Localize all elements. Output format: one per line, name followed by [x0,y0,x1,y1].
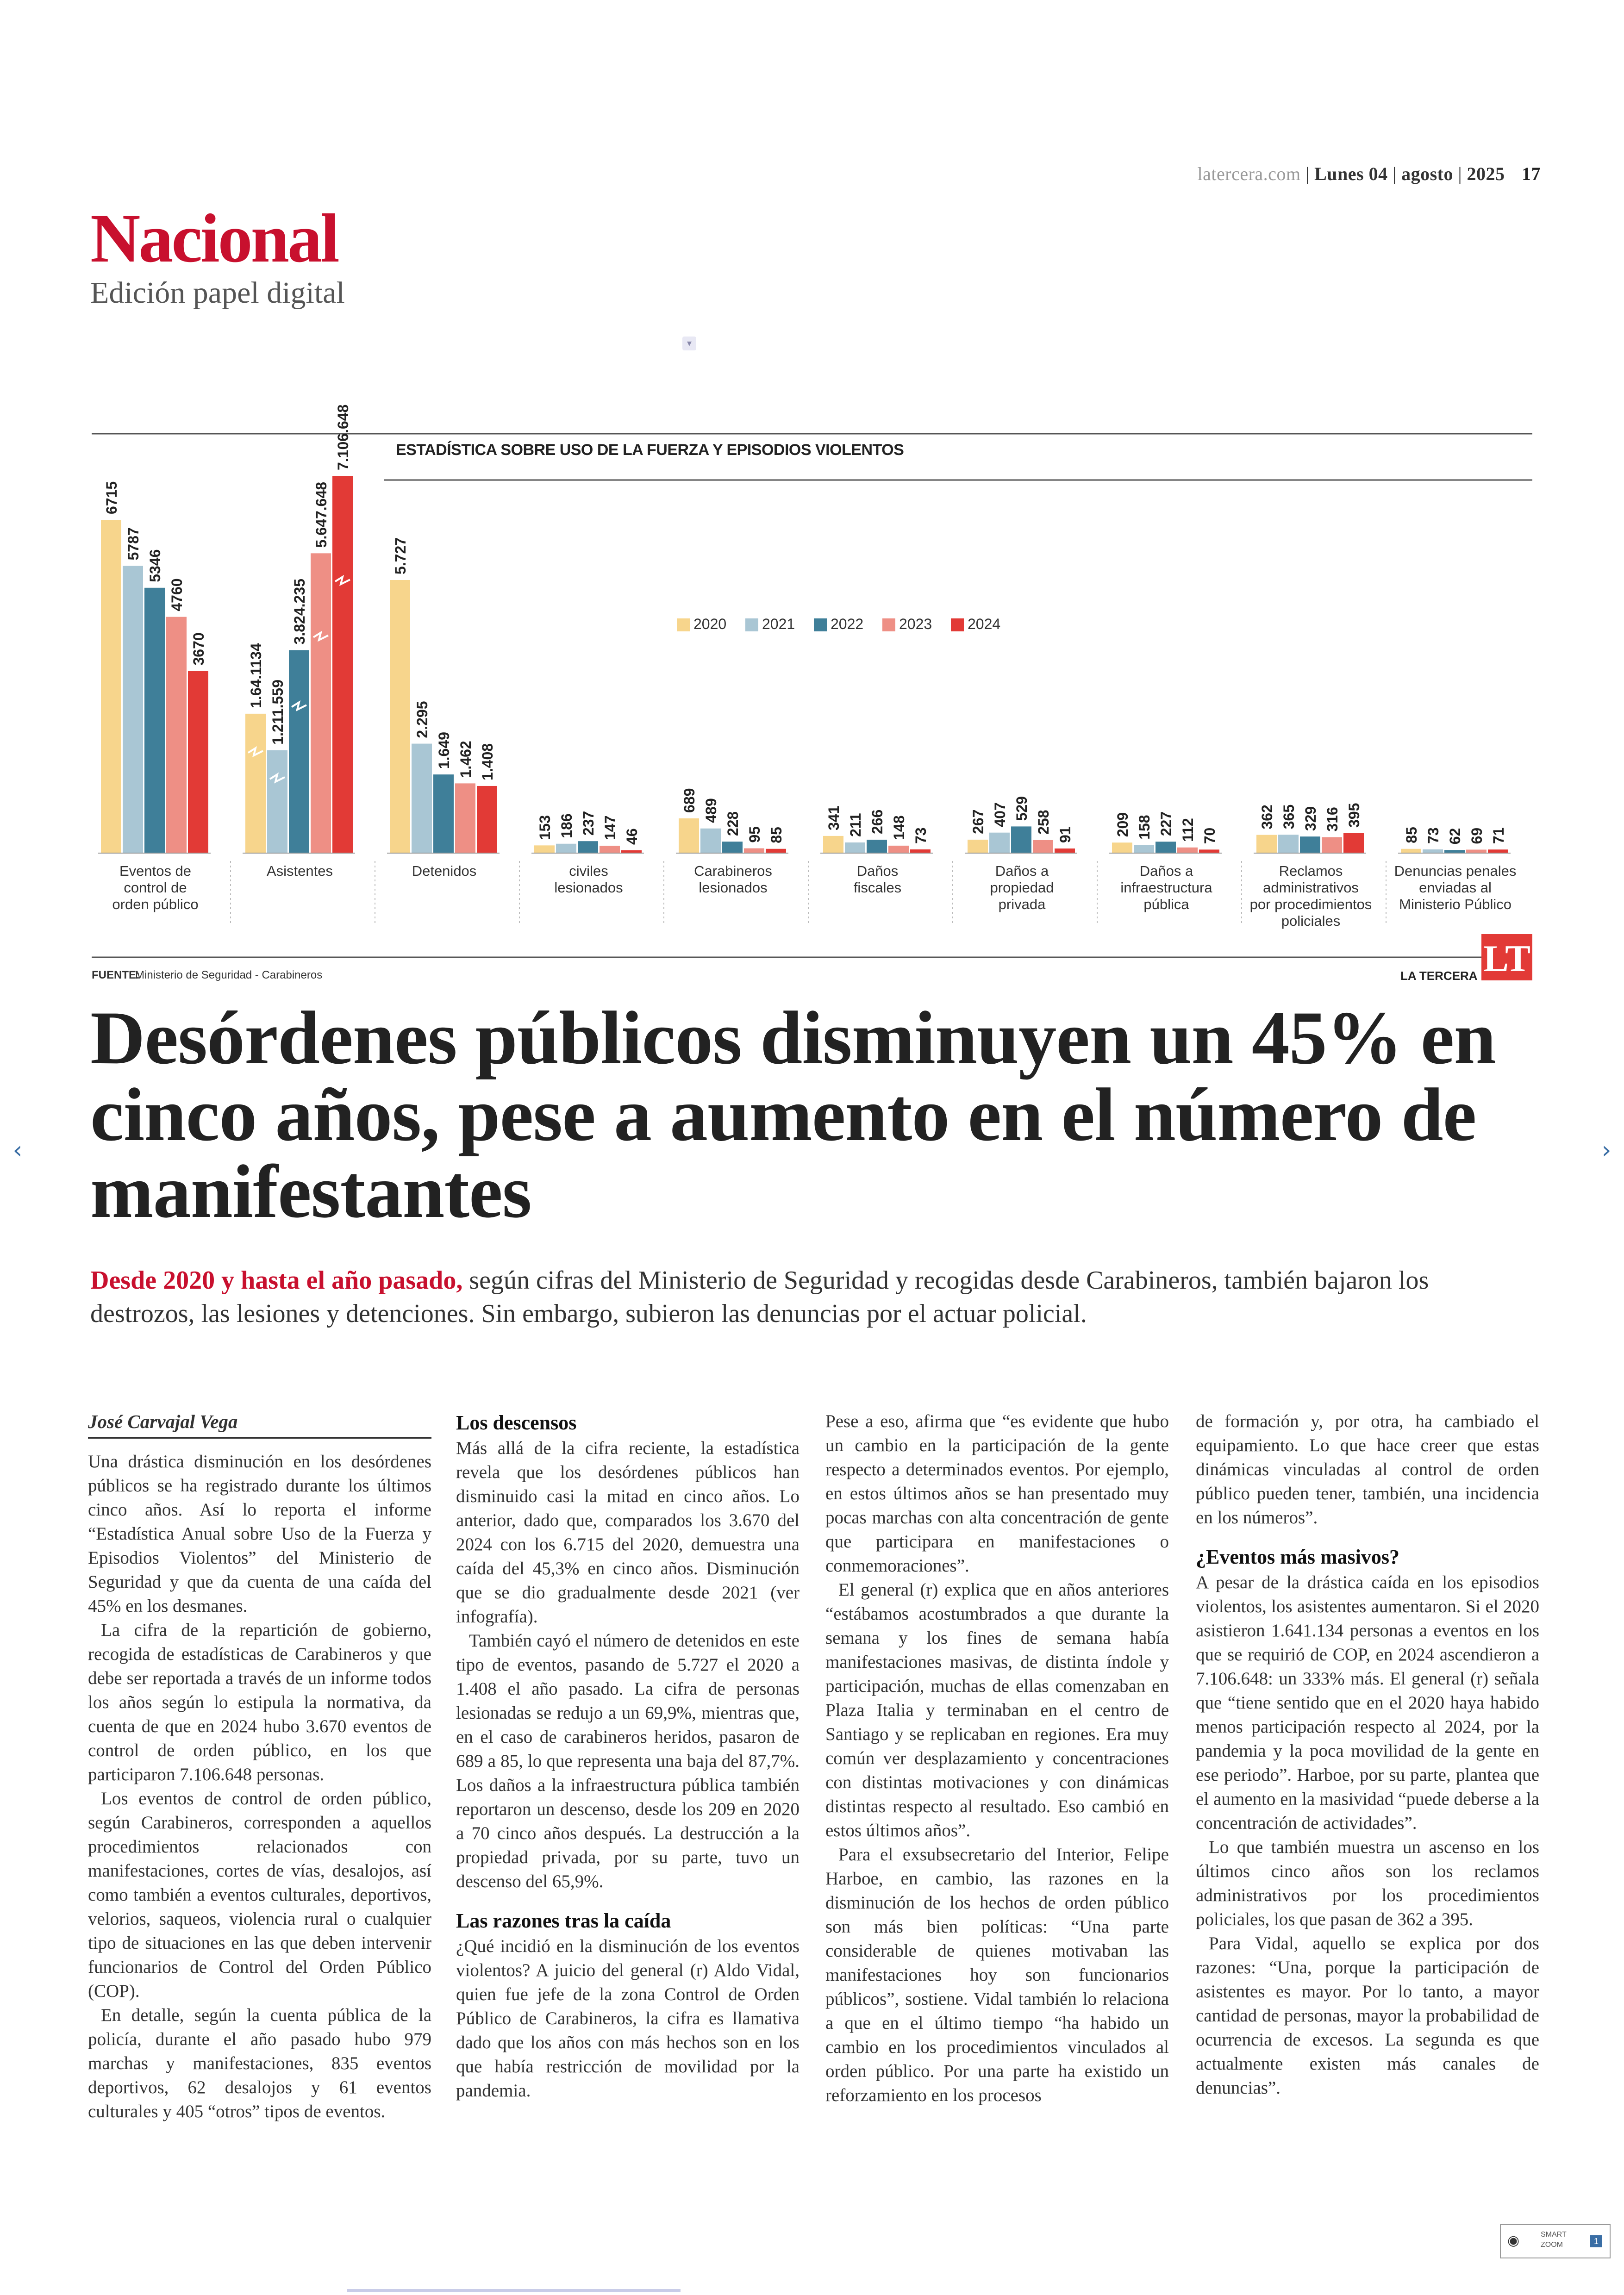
bar [1343,833,1364,853]
bar [910,849,931,853]
article-column-1 [88,1409,431,2124]
smart-zoom-line-1: SMART [1541,2231,1567,2239]
data-label: 227 [1158,811,1174,836]
data-label: 71 [1490,827,1507,844]
data-label: 1.462 [457,741,474,778]
bar [1033,840,1053,853]
chart-title: ESTADÍSTICA SOBRE USO DE LA FUERZA Y EPISODIOS VIOLENTOS [396,441,904,459]
data-label: 365 [1280,804,1297,829]
column-2-body-a [456,1436,800,1894]
bar [700,829,721,853]
data-label: 1.649 [436,732,452,769]
paragraph: Para Vidal, aquello se explica por dos razones: “Una, porque la participación de asistentes es mayor. Por lo tanto, a mayor cantidad de personas, mayor la probabilidad de ocurrencia de excesos. La segunda es que actualmente existen más canales de denuncias”. [1196,1933,1539,2098]
category-label: Detenidos [412,863,477,879]
legend-label: 2024 [968,616,1001,632]
category-label: fiscales [853,879,902,896]
column-3-body [825,1409,1169,2108]
data-label: 689 [681,788,698,813]
data-label: 153 [537,815,553,840]
column-4-body-b [1196,1571,1539,2100]
legend-swatch [677,618,690,631]
paragraph: Lo que también muestra un ascenso en los últimos cinco años son los reclamos administrativos por los procedimientos policiales, los que pasan de 362 a 395. [1196,1837,1539,1929]
bar [1300,836,1320,853]
bar [455,783,475,853]
data-label: 362 [1259,804,1275,829]
legend-swatch [951,618,964,631]
data-label: 3670 [190,632,207,666]
header-month: agosto [1401,163,1453,184]
bar [1011,826,1031,853]
source-text: Ministerio de Seguridad - Carabineros [135,969,323,981]
category-label: Carabineros [694,863,772,879]
subhead-descensos: Los descensos [456,1411,577,1434]
bar [1488,849,1508,853]
bar [1444,850,1465,853]
lede-text: según cifras del Ministerio de Seguridad y recogidas desde Carabineros, también bajaron los destrozos, las lesiones y detenciones. Sin embargo, subieron las denuncias por el actuar policial. [90,1266,1429,1328]
column-2-body-b [456,1934,800,2103]
bar [744,848,764,853]
paragraph: Los eventos de control de orden público, según Carabineros, corresponden a aquellos procedimientos relacionados con manifestaciones, cortes de vías, desalojos, así como también a eventos culturales, deportivos, velorios, saqueos, violencia rural o cualquier tipo de situaciones en las que deben intervenir funcionarios de Control del Orden Público (COP). [88,1789,431,2001]
bar [679,818,699,853]
data-label: 2.295 [414,701,431,738]
data-label: 5346 [147,549,163,582]
data-label: 5787 [125,527,142,561]
category-label: civiles [569,863,608,879]
data-label: 329 [1302,806,1319,831]
data-label: 148 [891,815,907,840]
data-label: 95 [746,826,763,843]
bar [412,744,432,853]
data-label: 5.647.648 [313,481,330,548]
article-column-4 [1196,1409,1539,2100]
category-label: Daños a [995,863,1049,879]
data-label: 341 [825,805,842,830]
bar [1256,835,1277,853]
bar [823,836,843,853]
data-label: 73 [912,827,929,844]
data-label: 6715 [103,481,120,514]
data-label: 266 [869,809,886,835]
data-label: 211 [847,813,864,837]
data-label: 1.408 [479,743,496,780]
category-label: Reclamos [1279,863,1343,879]
paragraph: También cayó el número de detenidos en este tipo de eventos, pasando de 5.727 el 2020 a 1.408 el año pasado. La cifra de personas lesionadas se redujo a un 69,9%, mientras que, en el caso de carabineros heridos, pasaron de 689 a 85, lo que representa una baja del 87,7%. Los daños a la infraestructura pública también reportaron un descenso, desde los 209 en 2020 a 70 cinco años después. La destrucción a la propiedad privada, por su parte, tuvo un descenso del 65,9%. [456,1631,800,1891]
data-label: 1.64.1134 [248,643,264,708]
section-title: Nacional [90,200,338,277]
bar [578,841,598,853]
source-label: FUENTE: [92,969,140,981]
data-label: 258 [1035,810,1052,835]
paragraph: Pese a eso, afirma que “es evidente que hubo un cambio en la participación de la gente respecto a determinados eventos. Por ejemplo, en estos últimos años se han presentado muy pocas marchas con alta concentración de gente que participara en manifestaciones o conmemoraciones”. [825,1411,1169,1576]
column-4-body-a [1196,1409,1539,1530]
category-label: policiales [1281,913,1341,929]
bar [556,844,576,853]
legend-label: 2020 [693,616,727,632]
category-label: administrativos [1263,879,1359,896]
bar [845,842,865,853]
category-label: pública [1143,896,1189,912]
category-label: enviadas al [1419,879,1492,896]
paragraph: de formación y, por otra, ha cambiado el equipamiento. Lo que hace creer que estas dinámicas vinculadas al control de orden público pueden tener, también, una incidencia en los números”. [1196,1411,1539,1528]
next-page-arrow-icon[interactable]: › [1601,1136,1612,1164]
data-label: 147 [602,815,618,840]
data-label: 186 [558,813,575,838]
smart-zoom-line-2: ZOOM [1541,2241,1563,2249]
bar [245,714,266,853]
category-label: Daños a [1139,863,1193,879]
bar [766,849,786,853]
category-label: Denuncias penales [1394,863,1517,879]
article-column-3 [825,1409,1169,2108]
category-label: control de [124,879,187,896]
header-day: Lunes 04 [1314,163,1388,184]
lede [90,1264,1479,1330]
data-label: 529 [1013,796,1030,821]
bar [188,671,208,853]
article-column-2 [456,1409,800,2103]
paragraph: Una drástica disminución en los desórdenes públicos se ha registrado durante los últimos cinco años. Así lo reporta el informe “Estadística Anual sobre Uso de la Fuerza y Episodios Violentos” del Ministerio de Seguridad y que da cuenta de una caída del 45% en los desmanes. [88,1452,431,1616]
data-label: 489 [703,798,719,823]
category-label: propiedad [990,879,1054,896]
subhead-eventos-masivos: ¿Eventos más masivos? [1196,1546,1400,1568]
data-label: 85 [768,827,785,843]
data-label: 267 [970,809,987,834]
bar [1134,845,1154,853]
data-label: 7.106.648 [335,404,351,470]
data-label: 158 [1136,815,1153,840]
bar [144,588,165,853]
bar [1278,835,1299,853]
paragraph: A pesar de la drástica caída en los episodios violentos, los asistentes aumentaron. Si el 2020 asistieron 1.641.134 personas a eventos en los que se requirió de COP, en 2024 ascendieron a 7.106.648: un 333% más. El general (r) señala que “tiene sentido que en el 2020 haya habido menos participación respecto al 2024, por la pandemia y la poca movilidad de la gente en ese periodo”. Harboe, por su parte, plantea que el aumento en la masividad “puede deberse a la concentración de actividades”. [1196,1572,1539,1833]
data-label: 395 [1346,803,1362,828]
bar [1177,848,1198,853]
bar [1322,837,1342,853]
category-label: orden público [112,896,199,912]
bar [166,617,187,853]
bar [289,650,309,853]
publisher-logo-text: LT [1483,937,1530,979]
paragraph: Más allá de la cifra reciente, la estadística revela que los desórdenes públicos han disminuido casi la mitad en cinco años. Lo anterior, dado que, comparados los 3.670 del 2024 con los 6.715 del 2020, demuestra una caída del 45,3% en cinco años. Disminución que se dio gradualmente desde 2021 (ver infografía). [456,1438,800,1627]
category-label: lesionados [554,879,623,896]
data-label: 46 [624,828,640,845]
bar [1055,848,1075,853]
data-label: 316 [1324,807,1341,832]
category-label: Asistentes [266,863,333,879]
header-sep: | [1393,163,1402,184]
subhead-razones: Las razones tras la caída [456,1909,671,1932]
data-label: 237 [580,811,597,836]
bar [311,553,331,853]
legend-swatch [814,618,827,631]
bar [867,840,887,853]
data-label: 1.211.559 [269,680,286,745]
data-label: 4760 [169,578,185,611]
smart-zoom-label [1541,2230,1567,2250]
bar [332,476,353,853]
data-label: 407 [992,802,1008,827]
header-sep: | [1458,163,1467,184]
header-year: 2025 [1467,163,1505,184]
bar [989,833,1010,853]
legend-swatch [882,618,895,631]
data-label: 69 [1468,827,1485,844]
bar [433,774,454,853]
statistics-chart [0,0,1624,1009]
legend-label: 2022 [831,616,864,632]
bar [267,750,287,853]
data-label: 62 [1447,828,1463,845]
eye-icon: ◉ [1507,2233,1520,2248]
category-label: infraestructura [1120,879,1212,896]
smart-zoom-button[interactable] [1500,2224,1611,2258]
bar [1199,849,1219,853]
data-label: 228 [725,811,741,836]
legend-label: 2023 [899,616,932,632]
data-label: 73 [1425,827,1442,844]
paragraph: La cifra de la repartición de gobierno, recogida de estadísticas de Carabineros y que debe ser reportada a través de un informe todos los años según lo estipula la normativa, da cuenta de que en 2024 hubo 3.670 eventos de control de orden público, en los que participaron 7.106.648 personas. [88,1620,431,1784]
legend-swatch [745,618,758,631]
bar [390,580,410,853]
category-label: por procedimientos [1249,896,1372,912]
data-label: 3.824.235 [291,579,308,645]
category-label: lesionados [699,879,768,896]
data-label: 91 [1057,826,1074,843]
site-name: latercera.com [1197,163,1301,184]
page-number: 17 [1522,163,1541,184]
paragraph: En detalle, según la cuenta pública de la policía, durante el año pasado hubo 979 marchas y manifestaciones, 835 eventos deportivos, 62 desalojos y 61 eventos culturales y 405 “otros” tipos de eventos. [88,2005,431,2121]
bar [123,566,143,853]
smart-zoom-count-badge: 1 [1590,2235,1602,2247]
category-label: privada [998,896,1046,912]
paragraph: El general (r) explica que en años anteriores “estábamos acostumbrados a que durante la semana y los fines de semana había manifestaciones masivas, de distinta índole y participación, muchas de ellas comenzaban en Plaza Italia y terminaban en el centro de Santiago y se replicaban en regiones. Era muy común ver desplazamiento y concentraciones con distintas motivaciones y con dinámicas distintas respecto al resultado. Eso cambió en estos últimos años”. [825,1580,1169,1840]
bar [1112,842,1132,853]
category-label: Daños [856,863,899,879]
headline: Desórdenes públicos disminuyen un 45% en cinco años, pese a aumento en el número de manifestantes [90,996,1496,1234]
edition-subtitle: Edición papel digital [90,276,345,310]
bar [888,846,909,853]
bar [1156,842,1176,853]
bar [477,786,497,853]
data-label: 5.727 [392,537,409,574]
data-label: 70 [1201,827,1218,844]
lede-lead: Desde 2020 y hasta el año pasado, [90,1266,463,1295]
bar [101,520,121,853]
bar [600,846,620,853]
page-progress-bar[interactable] [347,2289,681,2292]
bar [1466,849,1487,853]
byline: José Carvajal Vega [88,1409,431,1439]
bar [968,840,988,853]
scroll-indicator-icon[interactable]: ▾ [682,337,696,350]
category-label: Ministerio Público [1399,896,1512,912]
column-1-body [88,1450,431,2124]
data-label: 112 [1180,818,1196,842]
bar [722,842,743,853]
data-label: 85 [1403,827,1420,843]
category-label: Eventos de [119,863,192,879]
legend-label: 2021 [762,616,795,632]
previous-page-arrow-icon[interactable]: ‹ [12,1136,23,1164]
header-sep: | [1305,163,1315,184]
bar [1401,849,1421,853]
data-label: 209 [1114,812,1131,837]
paragraph: ¿Qué incidió en la disminución de los eventos violentos? A juicio del general (r) Aldo Vidal, quien fue jefe de la zona Control de Orden Público de Carabineros, la cifra es llamativa dado que los años con más hechos son en los que había restricción de movilidad por la pandemia. [456,1936,800,2101]
bar [1423,849,1443,853]
bar [534,845,555,853]
credit-label: LA TERCERA [1400,969,1478,983]
paragraph: Para el exsubsecretario del Interior, Felipe Harboe, en cambio, las razones en la disminución de los hechos de orden público son más bien políticas: “Una parte considerable de quienes motivaban las manifestaciones hoy son funcionarios públicos”, sostiene. Vidal también lo relaciona a que en el último tiempo “ha habido un cambio en los procedimientos vinculados al orden público. Por una parte ha existido un reforzamiento en los procesos [825,1845,1169,2105]
